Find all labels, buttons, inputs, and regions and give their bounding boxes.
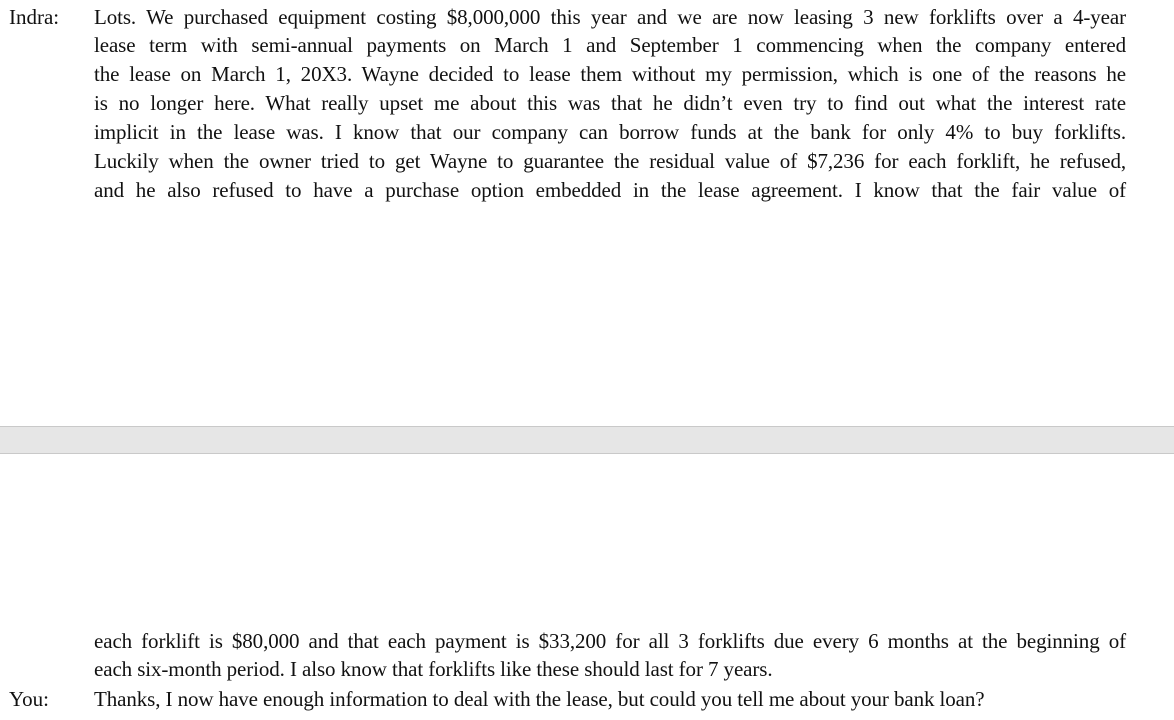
paragraph-line-you: Thanks, I now have enough information to deal with the lease, but could you tell me about your bank loan? xyxy=(94,687,985,711)
paragraph-line: Luckily when the owner tried to get Wayne to guarantee the residual value of $7,236 for each forklift, he refused, xyxy=(94,149,1126,173)
paragraph-line: and he also refused to have a purchase option embedded in the lease agreement. I know that the fair value of xyxy=(94,178,1126,202)
paragraph-line: lease term with semi-annual payments on March 1 and September 1 commencing when the company entered xyxy=(94,33,1126,57)
page-break-separator xyxy=(0,426,1174,454)
paragraph-line: the lease on March 1, 20X3. Wayne decided to lease them without my permission, which is one of the reasons he xyxy=(94,62,1126,86)
paragraph-line: each forklift is $80,000 and that each payment is $33,200 for all 3 forklifts due every 6 months at the beginning of xyxy=(94,629,1126,653)
paragraph-line: is no longer here. What really upset me about this was that he didn’t even try to find out what the interest rate xyxy=(94,91,1126,115)
speaker-label-indra: Indra: xyxy=(9,5,60,29)
paragraph-line: Lots. We purchased equipment costing $8,000,000 this year and we are now leasing 3 new forklifts over a 4-year xyxy=(94,5,1126,29)
paragraph-line: implicit in the lease was. I know that our company can borrow funds at the bank for only 4% to buy forklifts. xyxy=(94,120,1126,144)
speaker-label-you: You: xyxy=(9,687,49,711)
document-page-bottom xyxy=(0,454,1174,720)
paragraph-line: each six-month period. I also know that forklifts like these should last for 7 years. xyxy=(94,657,773,681)
